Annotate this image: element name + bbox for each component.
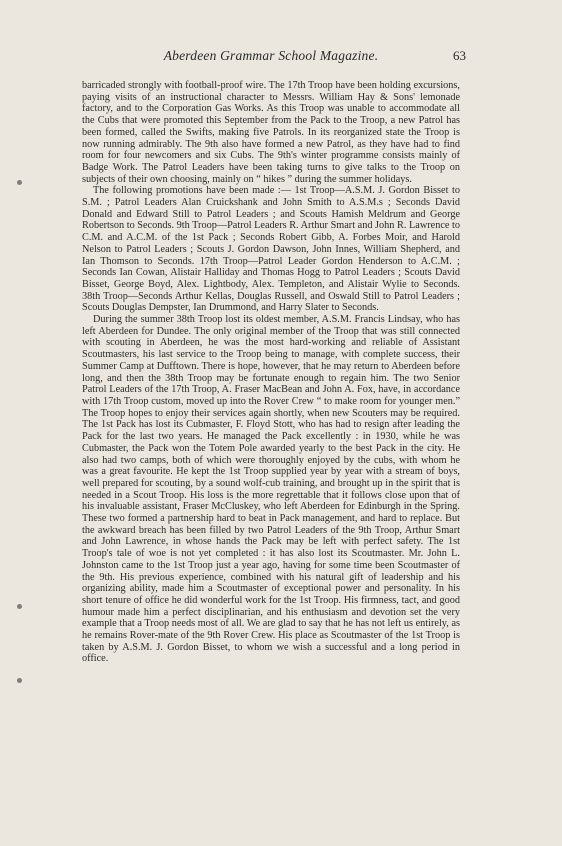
margin-mark xyxy=(17,180,22,185)
margin-mark xyxy=(17,604,22,609)
page-number: 63 xyxy=(453,48,466,63)
article-body xyxy=(82,80,460,665)
paragraph: The following promotions have been made :— 1st Troop—A.S.M. J. Gordon Bisset to S.M. ; Patrol Leaders Alan Cruickshank and John Smith to A.S.M.s ; Seconds David Donald and Edward Still to Patrol Leaders ; and Scouts Hamish Meldrum and George Robertson to Seconds. 9th Troop—Patrol Leaders R. Arthur Smart and John R. Lawrence to C.M. and A.C.M. of the 1st Pack ; Seconds Robert Gibb, A. Forbes Moir, and Harold Nelson to Patrol Leaders ; Scouts J. Gordon Dawson, John Innes, William Shepherd, and Ian Thomson to Seconds. 17th Troop—Patrol Leader Gordon Henderson to A.C.M. ; Seconds Ian Cowan, Alistair Halliday and Thomas Hogg to Patrol Leaders ; Scouts David Bisset, George Boyd, Alex. Lightbody, Alex. Templeton, and Alistair Wylie to Seconds. 38th Troop—Seconds Arthur Kellas, Douglas Russell, and Oswald Still to Patrol Leaders ; Scouts Douglas Dempster, Ian Drummond, and Harry Slater to Seconds. xyxy=(82,185,460,314)
paragraph: barricaded strongly with football-proof wire. The 17th Troop have been holding excursions, paying visits of an instructional character to Messrs. William Hay & Sons' lemonade factory, and to the Corporation Gas Works. As this Troop was unable to accommodate all the Cubs that were promoted this September from the Pack to the Troop, a new Patrol has been formed, called the Swifts, making five Patrols. In its reorganized state the Troop is now running admirably. The 9th also have formed a new Patrol, as they have had to find room for four newcomers and six Cubs. The 9th's winter programme consists mainly of Badge Work. The Patrol Leaders have been taking turns to give talks to the Troop on subjects of their own choosing, mainly on “ hikes ” during the summer holidays. xyxy=(82,80,460,185)
header-title: Aberdeen Grammar School Magazine. xyxy=(163,48,379,63)
running-header xyxy=(82,48,466,70)
paragraph: During the summer 38th Troop lost its oldest member, A.S.M. Francis Lindsay, who has left Aberdeen for Dundee. The only original member of the Troop that was still connected with scouting in Aberdeen, he was the most hard-working and reliable of Assistant Scoutmasters, his last service to the Troop being to manage, with complete success, their Summer Camp at Dufftown. There is hope, however, that he may return to Aberdeen before long, and then the 38th Troop may be fortunate enough to regain him. The two Senior Patrol Leaders of the 17th Troop, A. Fraser MacBean and John A. Fox, have, in accordance with 17th Troop custom, moved up into the Rover Crew “ to make room for younger men.” The Troop hopes to enjoy their services again shortly, when new Scouters may be required. The 1st Pack has lost its Cubmaster, F. Floyd Stott, who has had to resign after leading the Pack for the last two years. He managed the Pack excellently : in 1930, while he was Cubmaster, the Pack won the Totem Pole awarded yearly to the best Pack in the city. He also had two camps, both of which were thoroughly enjoyed by the cubs, with whom he was a great favourite. He kept the 1st Troop supplied year by year with a stream of boys, well prepared for scouting, by a sound wolf-cub training, and brought up in the spirit that is needed in a Scout Troop. His loss is the more regrettable that it follows close upon that of his invaluable assistant, Fraser McCluskey, who left Aberdeen for Edinburgh in the Spring. These two formed a partnership hard to beat in Pack management, and hard to replace. But the awkward breach has been filled by two Patrol Leaders of the 9th Troop, Arthur Smart and John Lawrence, in whose hands the Pack may be left with perfect safety. The 1st Troop's tale of woe is not yet completed : it has also lost its Scoutmaster. Mr. John L. Johnston came to the 1st Troop just a year ago, having for some time been Scoutmaster of the 9th. His previous experience, combined with his natural gift of leadership and his organizing ability, made him a Scoutmaster of exceptional power and personality. In his short tenure of office he did wonderful work for the 1st Troop. His firmness, tact, and good humour made him a perfect disciplinarian, and his enthusiasm and devotion set the very example that a Troop needs most of all. We are glad to say that he has not left us entirely, as he remains Rover-mate of the 9th Rover Crew. His place as Scoutmaster of the 1st Troop is taken by A.S.M. J. Gordon Bisset, to whom we wish a successful and a long period in office. xyxy=(82,314,460,665)
margin-mark xyxy=(17,678,22,683)
